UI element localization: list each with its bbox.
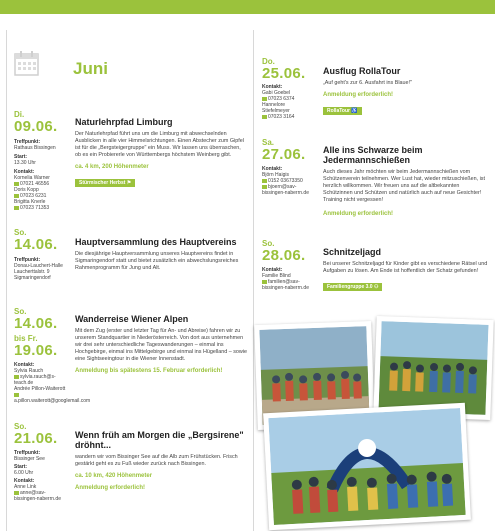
contact-name: Björn Haigis: [262, 172, 289, 178]
contact-phone: 07023 71353: [20, 205, 50, 211]
contact-email: bjoern@sav-bissingen-naberrn.de: [262, 184, 309, 196]
event-title: Naturlehrpfad Limburg: [75, 117, 173, 127]
contact-label: Kontakt:: [14, 478, 35, 484]
mail-icon: [262, 280, 267, 284]
event-highlight: ca. 4 km, 200 Höhenmeter: [75, 164, 149, 170]
event-description: Der Naturlehrpfad führt uns um die Limburg mit abwechselnden Ausblicken in alle vier Himmelsrichtungen. Einen Abstecher zum Gipfel ist für die „Bergsteigergruppe" ein Muss. Wir lassen uns überraschen, ob es ein Probiererle von Württembergs höchstem Weinberg gibt.: [75, 131, 244, 158]
contact-label: Kontakt:: [262, 166, 283, 172]
event-description: Bei unserer Schnitzeljagd für Kinder gibt es verschiedene Rätsel und Aufgaben zu lösen. Am Ende ist hoffentlich der Schatz gefunden!: [323, 261, 488, 274]
phone-icon: [14, 182, 19, 186]
event-date: [14, 422, 78, 502]
weekday: So.: [14, 422, 27, 431]
event-description: Auch dieses Jahr möchten wir beim Jedermannschießen vom Schützenverein teilnehmen. Wer Lust hat, wieder mitzuschießen, ist herzlich willkommen. Wir freuen uns auf die altbekannten Schützinnen und Schützen und natürlich auch auf neue Gesichter! Training nicht vergessen!: [323, 169, 485, 203]
start-time: 6.00 Uhr: [14, 470, 34, 476]
event-description: „Auf geht's zur 6. Ausfahrt ins Blaue!": [323, 80, 412, 86]
contact-name: Hannelore Stiefelmeyer: [262, 102, 290, 114]
contact-phone: 07023 6231: [20, 193, 47, 199]
event-entry: [75, 117, 245, 189]
event-description: Die diesjährige Hauptversammlung unseres Hauptvereins findet in Sigmaringendorf statt und bietet zusätzlich ein abwechslungsreiches Rahmenprogramm für Jung und Alt.: [75, 251, 239, 271]
event-title: Wanderreise Wiener Alpen: [75, 314, 189, 324]
phone-icon: [262, 115, 267, 119]
date: 14.06.: [14, 315, 58, 332]
meet-label: Treffpunkt:: [14, 139, 41, 145]
event-entry: [323, 66, 488, 117]
event-title: Wenn früh am Morgen die „Bergsirene" dröhnt...: [75, 430, 244, 450]
date: 09.06.: [14, 118, 58, 135]
phone-icon: [262, 179, 267, 183]
meeting-point: Bissinger See: [14, 456, 45, 462]
contact-label: Kontakt:: [262, 84, 283, 90]
contact-name: Brigitta Knerle: [14, 199, 46, 205]
phone-icon: [14, 194, 19, 198]
contact-phone: 0152 03673350: [268, 178, 303, 184]
contact-email: a.pillon.waiterott@googlemail.com: [14, 398, 91, 404]
date-end: 19.06.: [14, 342, 58, 359]
weekday-end: bis Fr.: [14, 334, 38, 343]
group-photo-bottom: [263, 403, 471, 530]
date: 21.06.: [14, 430, 58, 447]
contact-label: Kontakt:: [14, 169, 35, 175]
phone-icon: [262, 97, 267, 101]
contact-name: Familie Blind: [262, 273, 291, 279]
contact-name: Kornelia Warner: [14, 175, 50, 181]
group-badge: Familiengruppe 3.0 ⚇: [323, 283, 382, 291]
date: 28.06.: [262, 247, 306, 264]
event-date: [14, 307, 91, 404]
month-title: Juni: [73, 59, 108, 78]
group-badge: Stürmischer Herbst ⚑: [75, 179, 135, 187]
contact-name: Doris Kopp: [14, 187, 39, 193]
date: 14.06.: [14, 236, 58, 253]
event-highlight: Anmeldung erforderlich!: [323, 92, 394, 98]
contact-email: anne@sav-bissingen-naberrn.de: [14, 490, 61, 502]
weekday: Do.: [262, 57, 275, 66]
event-highlight: Anmeldung bis spätestens 15. Februar erforderlich!: [75, 368, 223, 374]
event-highlight: ca. 10 km, 420 Höhenmeter: [75, 473, 153, 479]
contact-name: Gabi Goebel: [262, 90, 291, 96]
mail-icon: [14, 491, 19, 495]
mail-icon: [262, 185, 267, 189]
mail-icon: [14, 375, 19, 379]
event-title: Hauptversammlung des Hauptvereins: [75, 237, 237, 247]
event-date: [262, 138, 326, 196]
event-entry: [323, 145, 488, 218]
date: 27.06.: [262, 146, 306, 163]
group-badge: RollaTour ♿: [323, 107, 362, 115]
event-title: Ausflug RollaTour: [323, 66, 401, 76]
left-column-divider: [6, 30, 7, 531]
weekday: Di.: [14, 110, 25, 119]
event-date: [262, 57, 326, 120]
phone-icon: [14, 206, 19, 210]
weekday: So.: [14, 307, 27, 316]
meeting-point: Rathaus Bissingen: [14, 145, 56, 151]
contact-email: familien@sav-bissingen-naberrn.de: [262, 279, 309, 291]
contact-email: sylvia.rauch@s-teach.de: [14, 374, 56, 386]
weekday: So.: [14, 228, 27, 237]
event-date: [262, 239, 326, 291]
center-column-divider: [253, 30, 254, 531]
calendar-icon: [14, 50, 39, 76]
top-green-bar: [0, 0, 495, 22]
registration-note: Anmeldung erforderlich!: [75, 485, 146, 491]
contact-label: Kontakt:: [14, 362, 35, 368]
event-entry: [75, 314, 247, 375]
contact-label: Kontakt:: [262, 267, 283, 273]
event-title: Alle ins Schwarze beim Jedermannschießen: [323, 145, 423, 165]
meeting-point: Donau-Lauchert-Halle Laucherttalstr. 9 Sigmaringendorf: [14, 263, 63, 281]
weekday: Sa.: [262, 138, 275, 147]
contact-name: Sylvia Rauch: [14, 368, 44, 374]
event-entry: [75, 430, 247, 492]
event-entry: [75, 237, 245, 272]
event-date: [14, 228, 78, 281]
start-label: Start:: [14, 154, 28, 160]
contact-phone: 07023 6374: [268, 96, 295, 102]
event-entry: [323, 247, 488, 293]
event-title: Schnitzeljagd: [323, 247, 382, 257]
event-description: Mit dem Zug (erster und letzter Tag für An- und Abreise) fahren wir zu unserem Standquartier in Niederösterreich. Von dort aus unternehmen wir drei sehr unterschiedliche Tageswanderungen – einmal ins Hochgebirge, einmal ins Mittelgebirge und einmal ins Hügelland – sowie eine Sightseeingtour in die Wiener Innenstadt.: [75, 328, 247, 362]
date: 25.06.: [262, 65, 306, 82]
contact-name: Anne Link: [14, 484, 37, 490]
contact-name: Andrée Pillon-Waiterott: [14, 386, 66, 392]
meet-label: Treffpunkt:: [14, 257, 41, 263]
event-highlight: Anmeldung erforderlich!: [323, 211, 394, 217]
event-description: wandern wir vom Bissinger See auf die Alb zum Frühstücken. Frisch gestärkt geht es zu Fuß wieder zurück nach Bissingen.: [75, 454, 238, 467]
start-time: 13.30 Uhr: [14, 160, 36, 166]
start-label: Start:: [14, 464, 28, 470]
weekday: So.: [262, 239, 275, 248]
meet-label: Treffpunkt:: [14, 450, 41, 456]
contact-phone: 07023 3164: [268, 114, 295, 120]
event-date: [14, 110, 78, 211]
contact-phone: 07021 46556: [20, 181, 50, 187]
mail-icon: [14, 393, 19, 397]
